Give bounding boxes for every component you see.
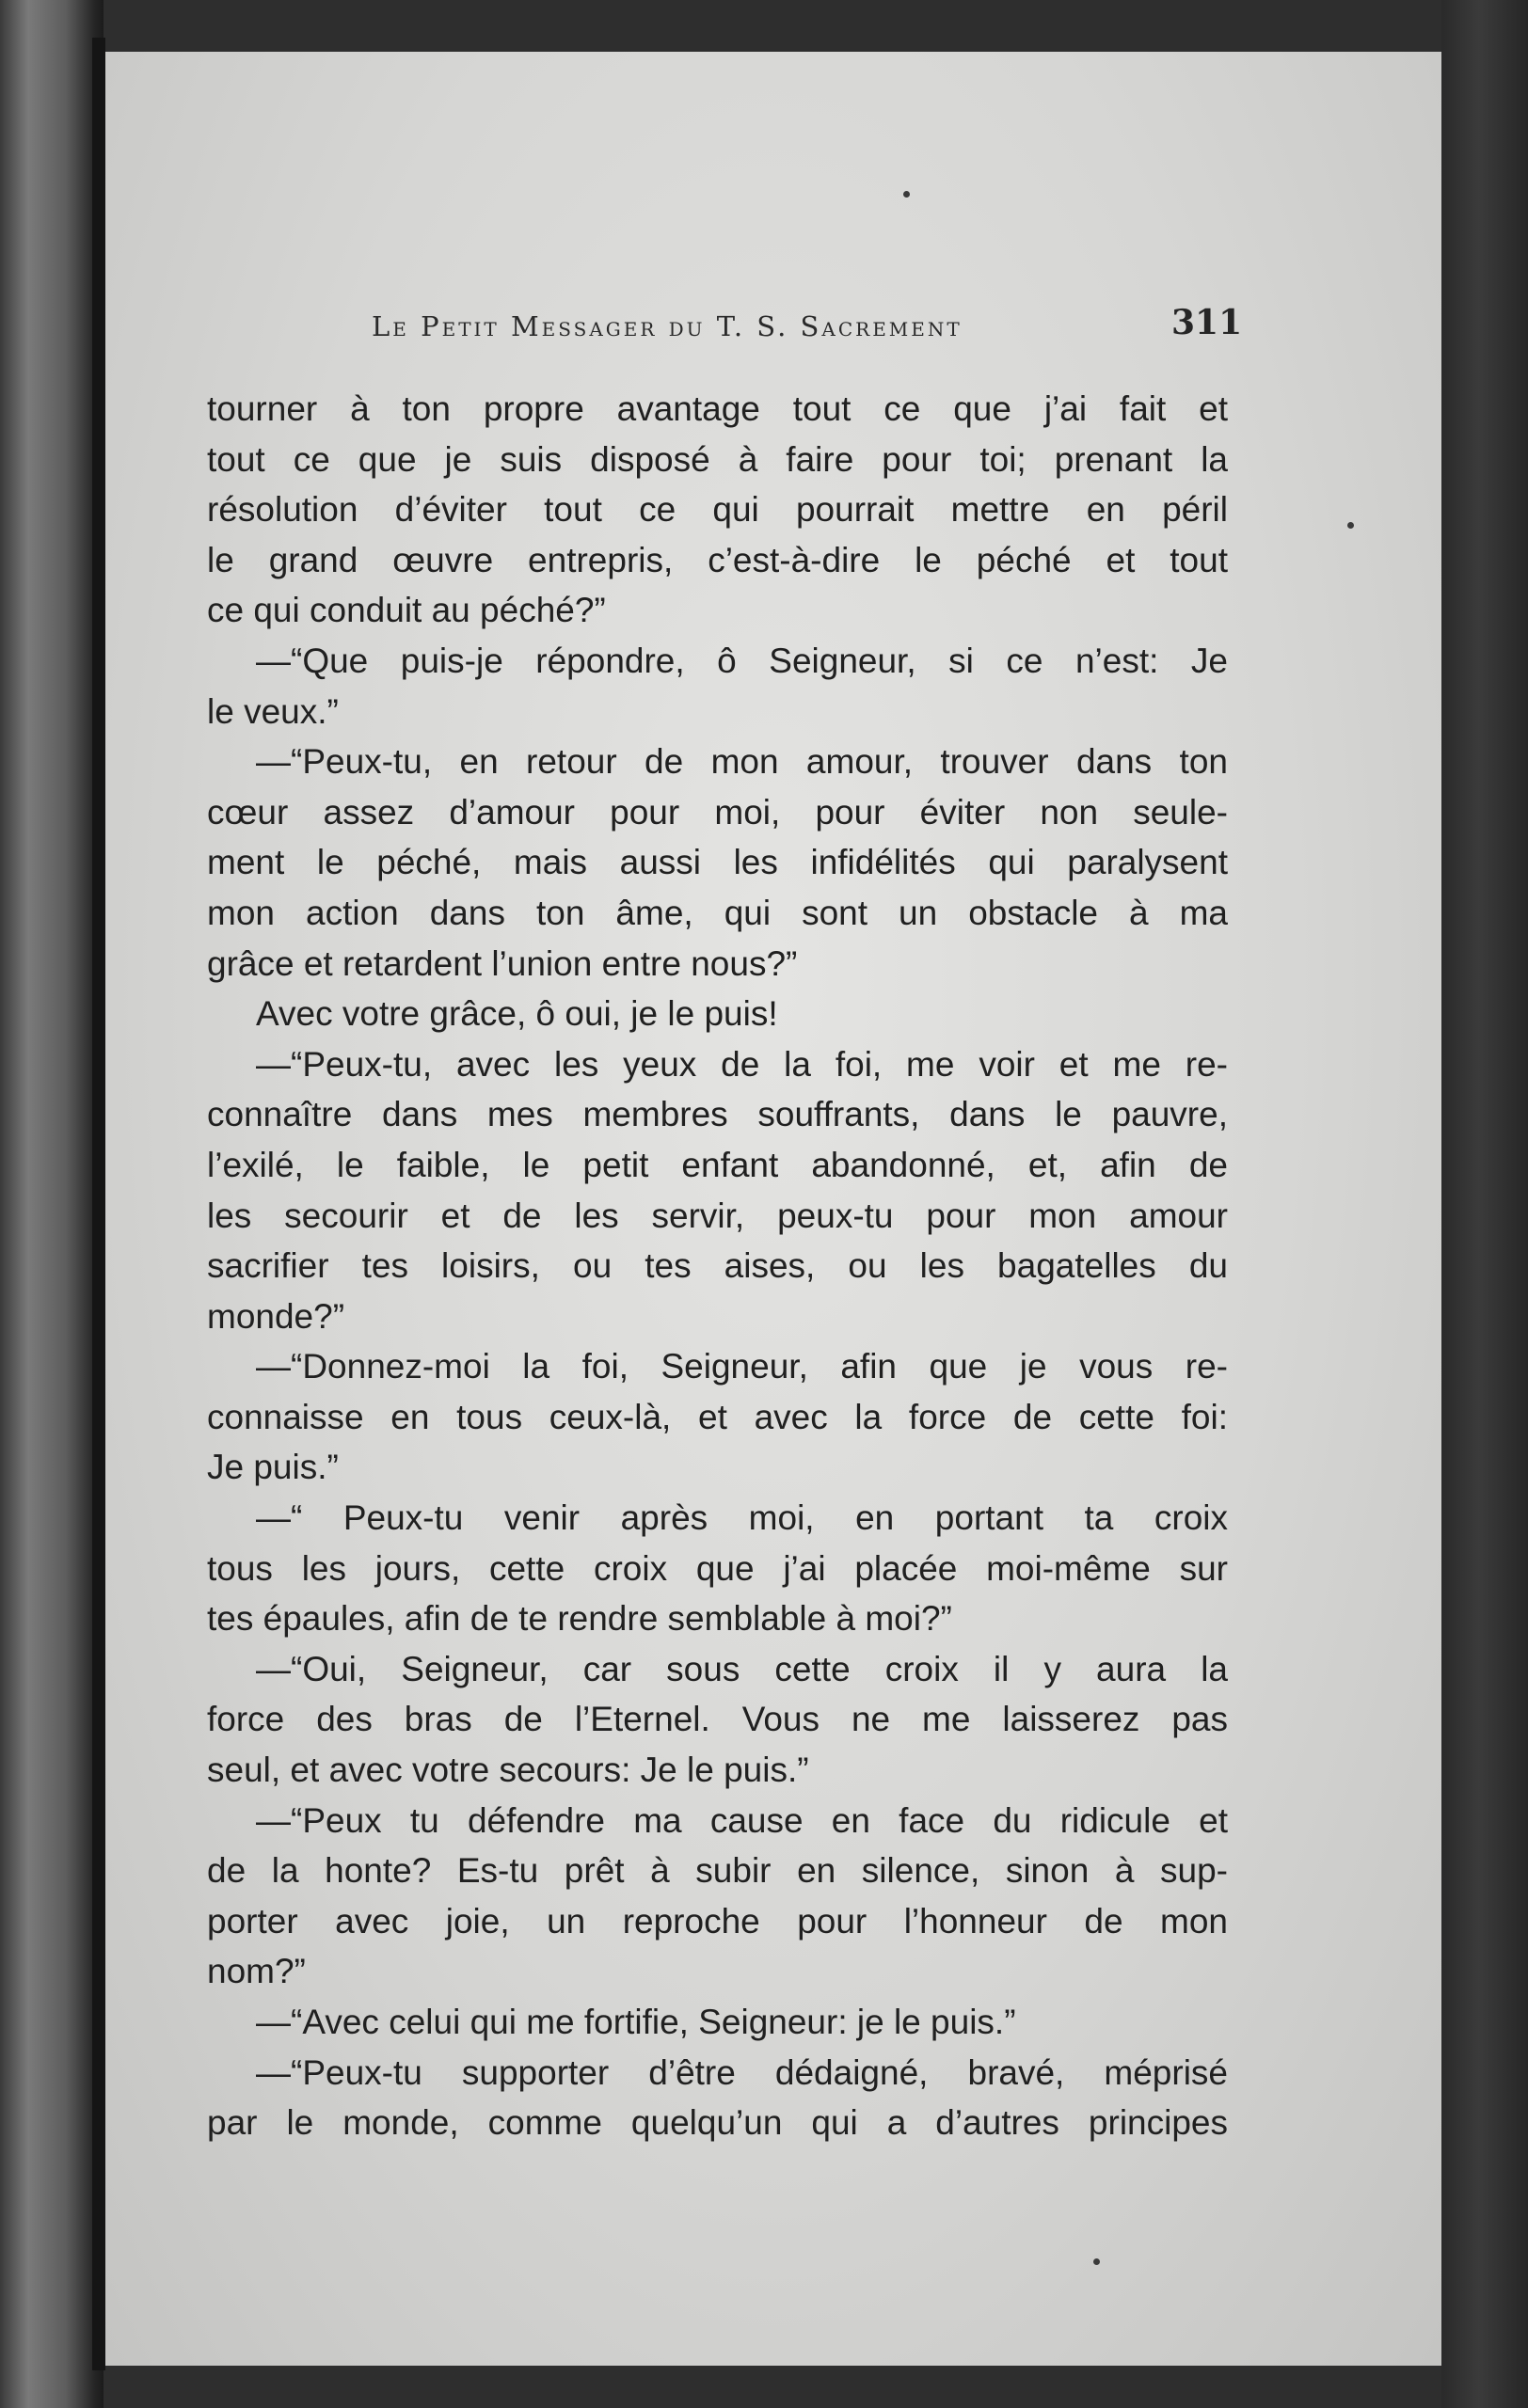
text-line: monde?” [207,1296,345,1336]
text-line: résolution d’éviter tout ce qui pourrait mettre en péril [207,490,1228,530]
text-line: porter avec joie, un reproche pour l’honneur de mon [207,1901,1228,1941]
text-line: de la honte? Es-tu prêt à subir en silence, sinon à sup- [207,1851,1228,1891]
text-line: tous les jours, cette croix que j’ai placée moi-même sur [207,1548,1228,1588]
text-line: les secourir et de les servir, peux-tu pour mon amour [207,1196,1228,1235]
page-number: 311 [1171,303,1243,342]
text-line: mon action dans ton âme, qui sont un obstacle à ma [207,893,1228,932]
text-line: —“Peux tu défendre ma cause en face du ridicule et [256,1800,1228,1840]
text-line: seul, et avec votre secours: Je le puis.” [207,1751,809,1790]
text-line: —“Peux-tu supporter d’être dédaigné, bravé, méprisé [256,2052,1228,2092]
text-line: —“Que puis-je répondre, ô Seigneur, si ce n’est: Je [256,641,1228,680]
body-text [207,384,1228,2148]
text-line: cœur assez d’amour pour moi, pour éviter non seule- [207,792,1228,832]
text-line: nom?” [207,1952,306,1991]
text-line: grâce et retardent l’union entre nous?” [207,943,798,983]
paper-speck [903,191,910,198]
text-line: sacrifier tes loisirs, ou tes aises, ou les bagatelles du [207,1246,1228,1286]
text-line: force des bras de l’Eternel. Vous ne me laisserez pas [207,1700,1228,1739]
text-line: —“Oui, Seigneur, car sous cette croix il y aura la [256,1649,1228,1688]
text-line: ment le péché, mais aussi les infidélités qui paralysent [207,843,1228,882]
text-line: Je puis.” [207,1448,339,1487]
paper-speck [1347,522,1354,529]
text-line: le grand œuvre entrepris, c’est-à-dire le péché et tout [207,540,1228,579]
book-gutter [92,38,105,2370]
scan-border [1441,0,1528,2408]
text-line: —“Peux-tu, avec les yeux de la foi, me voir et me re- [256,1044,1228,1084]
text-line: tourner à ton propre avantage tout ce que j’ai fait et [207,389,1228,428]
paper-speck [1093,2258,1100,2265]
text-line: l’exilé, le faible, le petit enfant abandonné, et, afin de [207,1145,1228,1184]
text-line: —“Peux-tu, en retour de mon amour, trouver dans ton [256,742,1228,782]
text-line: —“ Peux-tu venir après moi, en portant ta croix [256,1498,1228,1538]
text-line: par le monde, comme quelqu’un qui a d’autres principes [207,2103,1228,2143]
text-line: connaître dans mes membres souffrants, dans le pauvre, [207,1095,1228,1134]
text-line: tout ce que je suis disposé à faire pour toi; prenant la [207,439,1228,479]
text-line: —“Donnez-moi la foi, Seigneur, afin que je vous re- [256,1347,1228,1386]
text-line: connaisse en tous ceux-là, et avec la force de cette foi: [207,1397,1228,1436]
text-line: tes épaules, afin de te rendre semblable à moi?” [207,1599,952,1639]
text-line: Avec votre grâce, ô oui, je le puis! [256,994,778,1034]
previous-page-edge [0,0,103,2408]
text-line: —“Avec celui qui me fortifie, Seigneur: je le puis.” [256,2003,1016,2041]
running-title: Le Petit Messager du T. S. Sacrement [372,310,963,342]
text-line: ce qui conduit au péché?” [207,591,606,630]
text-line: le veux.” [207,691,339,731]
